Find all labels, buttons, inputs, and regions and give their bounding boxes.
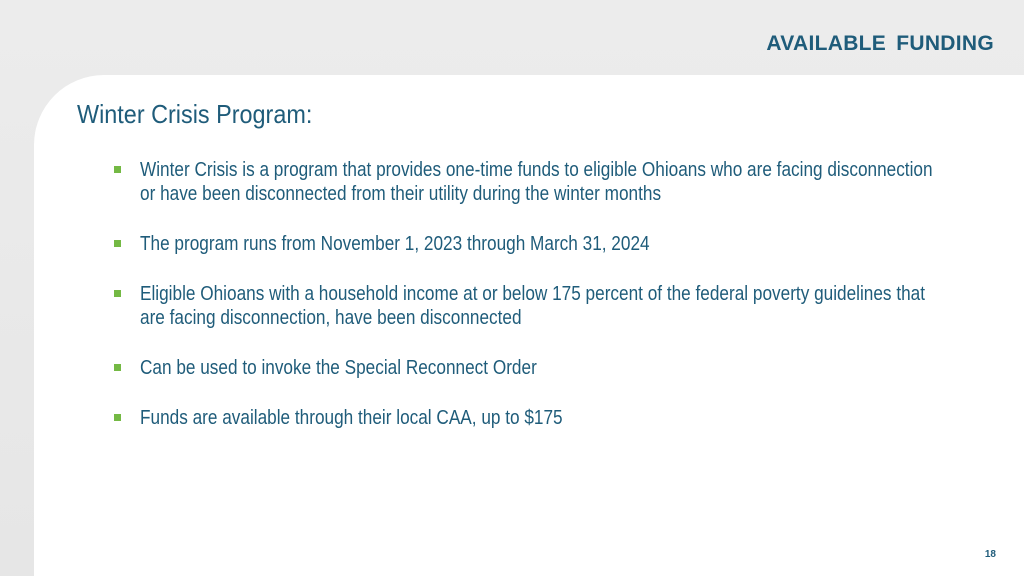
square-bullet-icon	[114, 166, 121, 173]
bullet-text: Can be used to invoke the Special Reconnect Order	[140, 357, 537, 379]
bullet-item	[114, 356, 994, 380]
square-bullet-icon	[114, 240, 121, 247]
square-bullet-icon	[114, 364, 121, 371]
bullet-item	[114, 158, 994, 206]
square-bullet-icon	[114, 414, 121, 421]
bullet-text: The program runs from November 1, 2023 through March 31, 2024	[140, 233, 650, 255]
bullet-text: Winter Crisis is a program that provides one-time funds to eligible Ohioans who are facing disconnection or have been disconnected from their utility during the winter months	[140, 159, 933, 205]
slide-title: Winter Crisis Program:	[77, 99, 313, 129]
page-number: 18	[984, 549, 996, 560]
bullet-list	[114, 158, 994, 456]
section-header-title: AVAILABLE FUNDING	[766, 32, 994, 55]
bullet-text: Funds are available through their local CAA, up to $175	[140, 407, 563, 429]
bullet-item	[114, 282, 994, 330]
square-bullet-icon	[114, 290, 121, 297]
content-panel	[34, 75, 1024, 576]
bullet-item	[114, 232, 994, 256]
bullet-item	[114, 406, 994, 430]
bullet-text: Eligible Ohioans with a household income at or below 175 percent of the federal poverty guidelines that are facing disconnection, have been disconnected	[140, 283, 926, 329]
